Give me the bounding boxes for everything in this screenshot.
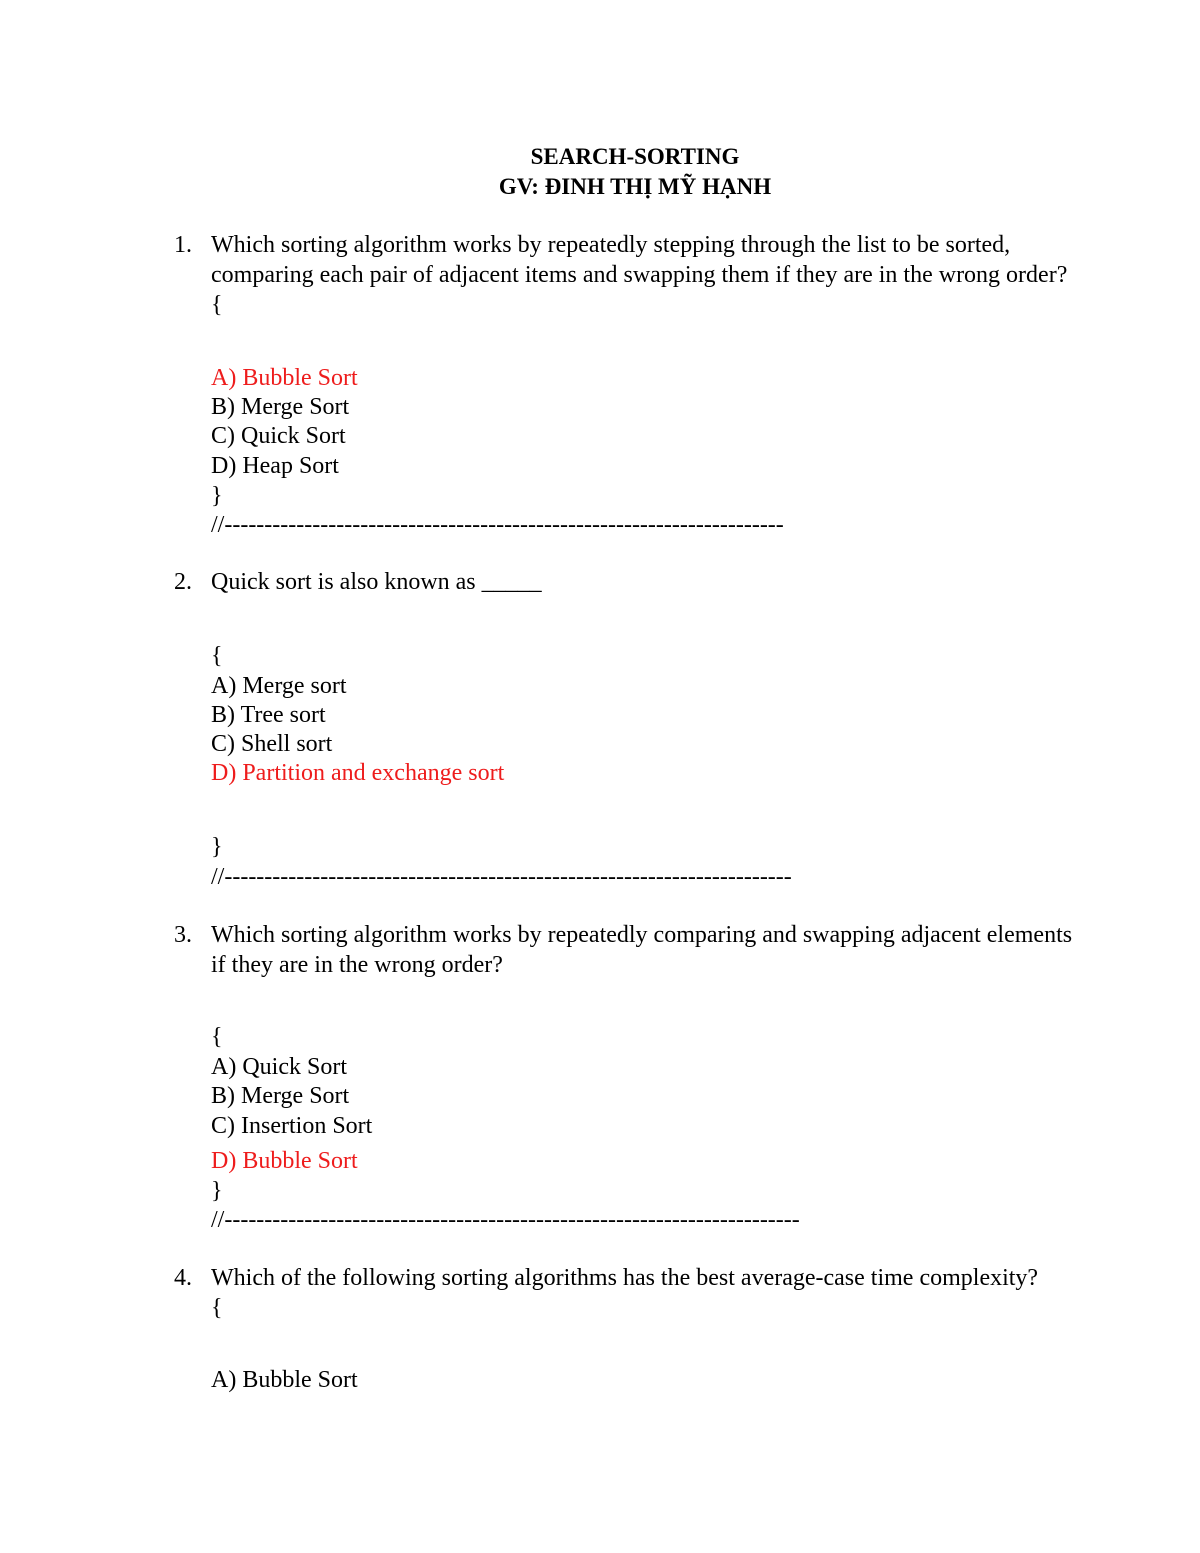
question-text-line: Which of the following sorting algorithms has the best average-case time complexity?	[211, 1265, 1039, 1291]
answer-option: A) Bubble Sort	[211, 1367, 358, 1393]
question-text-line: Quick sort is also known as _____	[211, 569, 542, 595]
question-text-line: comparing each pair of adjacent items and swapping them if they are in the wrong order?	[211, 262, 1068, 288]
separator-line: //-----------------------------------------------------------------------	[211, 864, 792, 890]
answer-option: B) Merge Sort	[211, 394, 350, 420]
open-brace: {	[211, 1295, 223, 1321]
open-brace: {	[211, 643, 223, 669]
answer-option: C) Shell sort	[211, 731, 333, 757]
document-title: SEARCH-SORTING	[530, 144, 740, 169]
open-brace: {	[211, 1024, 223, 1050]
close-brace: }	[211, 1178, 223, 1204]
answer-option: A) Merge sort	[211, 673, 347, 699]
teacher-name: GV: ĐINH THỊ MỸ HẠNH	[498, 174, 772, 199]
close-brace: }	[211, 834, 223, 860]
separator-line: //------------------------------------------------------------------------	[211, 1207, 800, 1233]
answer-option-correct: A) Bubble Sort	[211, 365, 358, 391]
open-brace: {	[211, 292, 223, 318]
question-number: 3.	[174, 922, 192, 948]
answer-option-correct: D) Bubble Sort	[211, 1148, 358, 1174]
question-number: 4.	[174, 1265, 192, 1291]
answer-option: A) Quick Sort	[211, 1054, 347, 1080]
question-text-line: Which sorting algorithm works by repeatedly comparing and swapping adjacent elements	[211, 922, 1073, 948]
question-text-line: if they are in the wrong order?	[211, 952, 503, 978]
answer-option: D) Heap Sort	[211, 453, 339, 479]
answer-option: B) Tree sort	[211, 702, 326, 728]
question-number: 1.	[174, 232, 192, 258]
question-text-line: Which sorting algorithm works by repeatedly stepping through the list to be sorted,	[211, 232, 1011, 258]
answer-option: B) Merge Sort	[211, 1083, 350, 1109]
answer-option: C) Insertion Sort	[211, 1113, 373, 1139]
answer-option-correct: D) Partition and exchange sort	[211, 760, 505, 786]
close-brace: }	[211, 483, 223, 509]
question-number: 2.	[174, 569, 192, 595]
separator-line: //----------------------------------------------------------------------	[211, 512, 784, 538]
answer-option: C) Quick Sort	[211, 423, 346, 449]
